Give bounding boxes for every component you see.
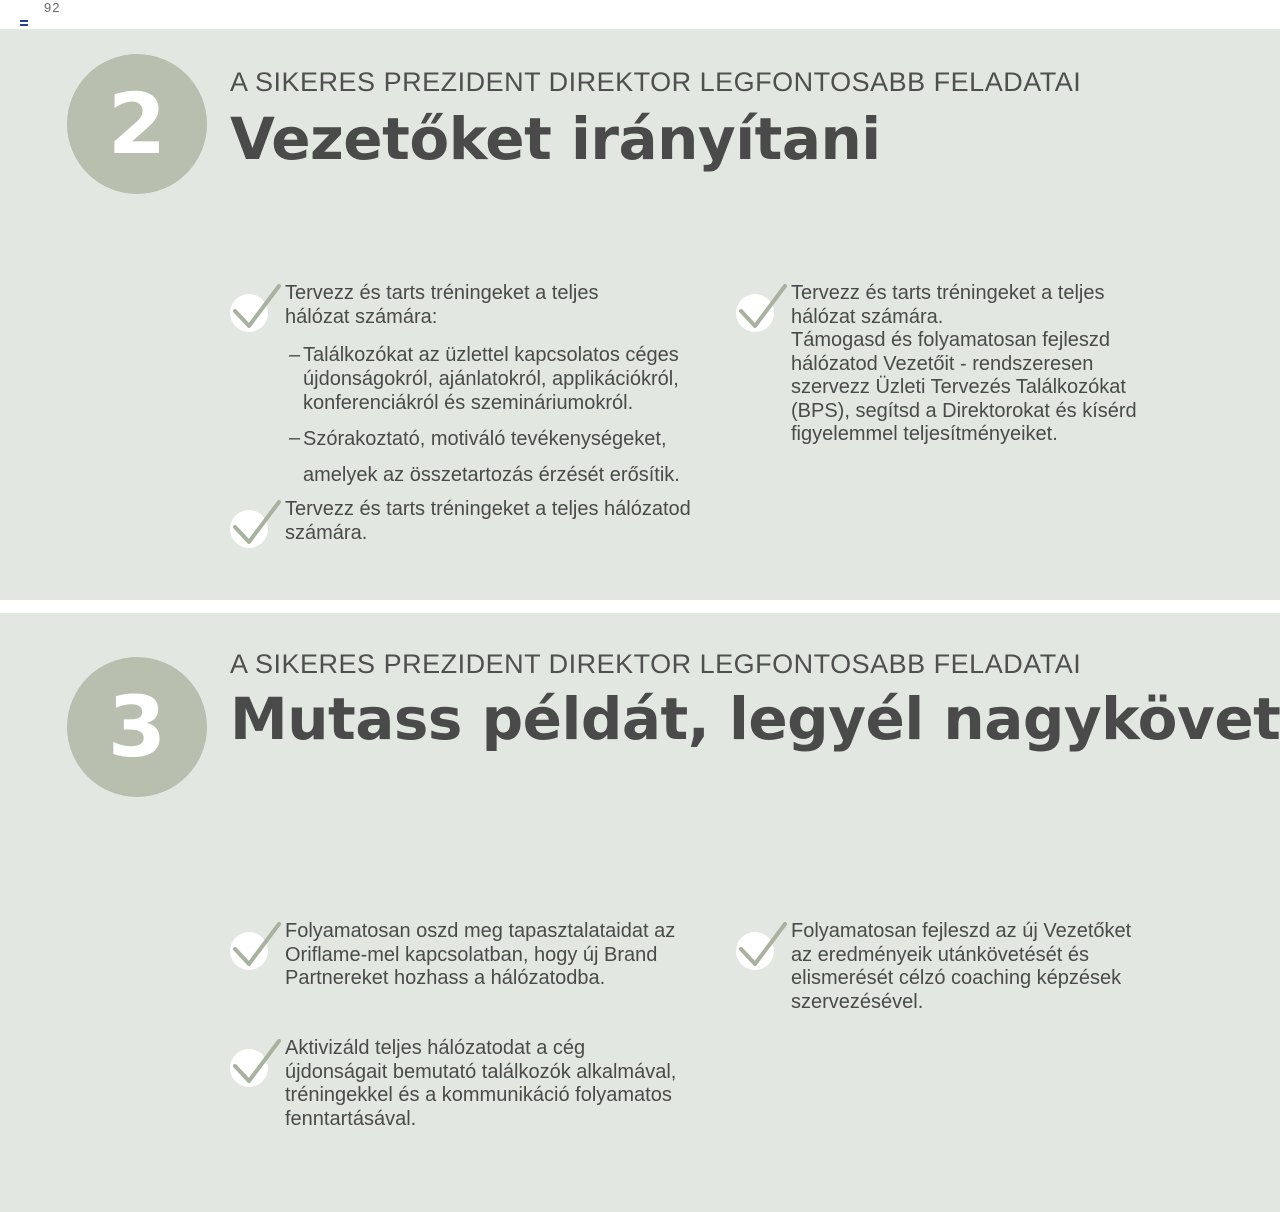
section-kicker: A SIKERES PREZIDENT DIREKTOR LEGFONTOSABB FELADATAI (230, 649, 1082, 679)
task-text-line: Tervezz és tarts tréningeket a teljes (791, 282, 1105, 304)
section-number-badge: 2 (67, 54, 207, 194)
task-item (229, 920, 729, 991)
flag-icon (20, 20, 28, 26)
sub-item-line: Szórakoztató, motiváló tevékenységeket, (303, 428, 667, 450)
task-text-line: az eredményeik utánkövetését és (791, 943, 1089, 966)
task-text-line: hálózat számára. (791, 305, 944, 328)
section-kicker: A SIKERES PREZIDENT DIREKTOR LEGFONTOSABB FELADATAI (230, 67, 1082, 97)
section-3 (0, 613, 1280, 1212)
task-item (229, 282, 729, 329)
task-text-line: Támogasd és folyamatosan fejleszd (791, 329, 1111, 351)
task-text-line: számára. (285, 521, 368, 544)
sub-item: – Találkozókat az üzlettel kapcsolatos céges újdonságokról, ajánlatokról, applikációkról, konferenciákról és szemináriumokról. (303, 343, 743, 415)
section-2 (0, 29, 1280, 600)
task-text-line: fenntartásával. (285, 1107, 417, 1130)
sub-item-line: konferenciákról és szemináriumokról. (303, 392, 634, 414)
page-number: 92 (44, 0, 61, 15)
checkmark-icon (735, 920, 787, 972)
task-text-line: Aktivizáld teljes hálózatodat a cég (285, 1037, 586, 1059)
task-text-line: hálózat számára: (285, 305, 438, 328)
task-text-line: szervezz Üzleti Tervezés Találkozókat (791, 376, 1126, 398)
task-text-line: elismerését célzó coaching képzések (791, 967, 1122, 989)
section-headline: Vezetőket irányítani (230, 105, 881, 173)
task-item (229, 1037, 729, 1131)
checkmark-icon (735, 282, 787, 334)
task-item (735, 282, 1255, 447)
task-text-line: újdonságait bemutató találkozók alkalmával, (285, 1060, 677, 1083)
task-text-line: hálózatod Vezetőit - rendszeresen (791, 352, 1094, 375)
task-text-line: szervezésével. (791, 990, 924, 1013)
task-text-line: figyelemmel teljesítményeiket. (791, 423, 1058, 445)
checkmark-icon (229, 498, 281, 550)
task-text-line: (BPS), segítsd a Direktorokat és kísérd (791, 399, 1137, 422)
task-text-line: Folyamatosan oszd meg tapasztalataidat az (285, 920, 676, 942)
sub-item-line: újdonságokról, ajánlatokról, applikációkról, (303, 368, 679, 390)
task-text-line: Tervezz és tarts tréningeket a teljes (285, 282, 599, 304)
task-item (735, 920, 1255, 1014)
sub-item-line: amelyek az összetartozás érzését erősítik. (303, 464, 680, 486)
sub-item-line: Találkozókat az üzlettel kapcsolatos céges (303, 344, 679, 366)
task-text-line: Oriflame-mel kapcsolatban, hogy új Brand (285, 943, 658, 966)
checkmark-icon (229, 920, 281, 972)
task-text-line: Tervezz és tarts tréningeket a teljes hálózatod (285, 498, 691, 520)
task-item (229, 498, 729, 545)
section-number-badge: 3 (67, 657, 207, 797)
task-text-line: tréningekkel és a kommunikáció folyamatos (285, 1084, 672, 1106)
task-text-line: Partnereket hozhass a hálózatodba. (285, 967, 606, 989)
checkmark-icon (229, 1037, 281, 1089)
sub-item: – Szórakoztató, motiváló tevékenységeket, amelyek az összetartozás érzését erősítik. (303, 427, 743, 487)
section-headline: Mutass példát, legyél nagykövet (230, 685, 1280, 753)
task-text-line: Folyamatosan fejleszd az új Vezetőket (791, 920, 1132, 942)
checkmark-icon (229, 282, 281, 334)
